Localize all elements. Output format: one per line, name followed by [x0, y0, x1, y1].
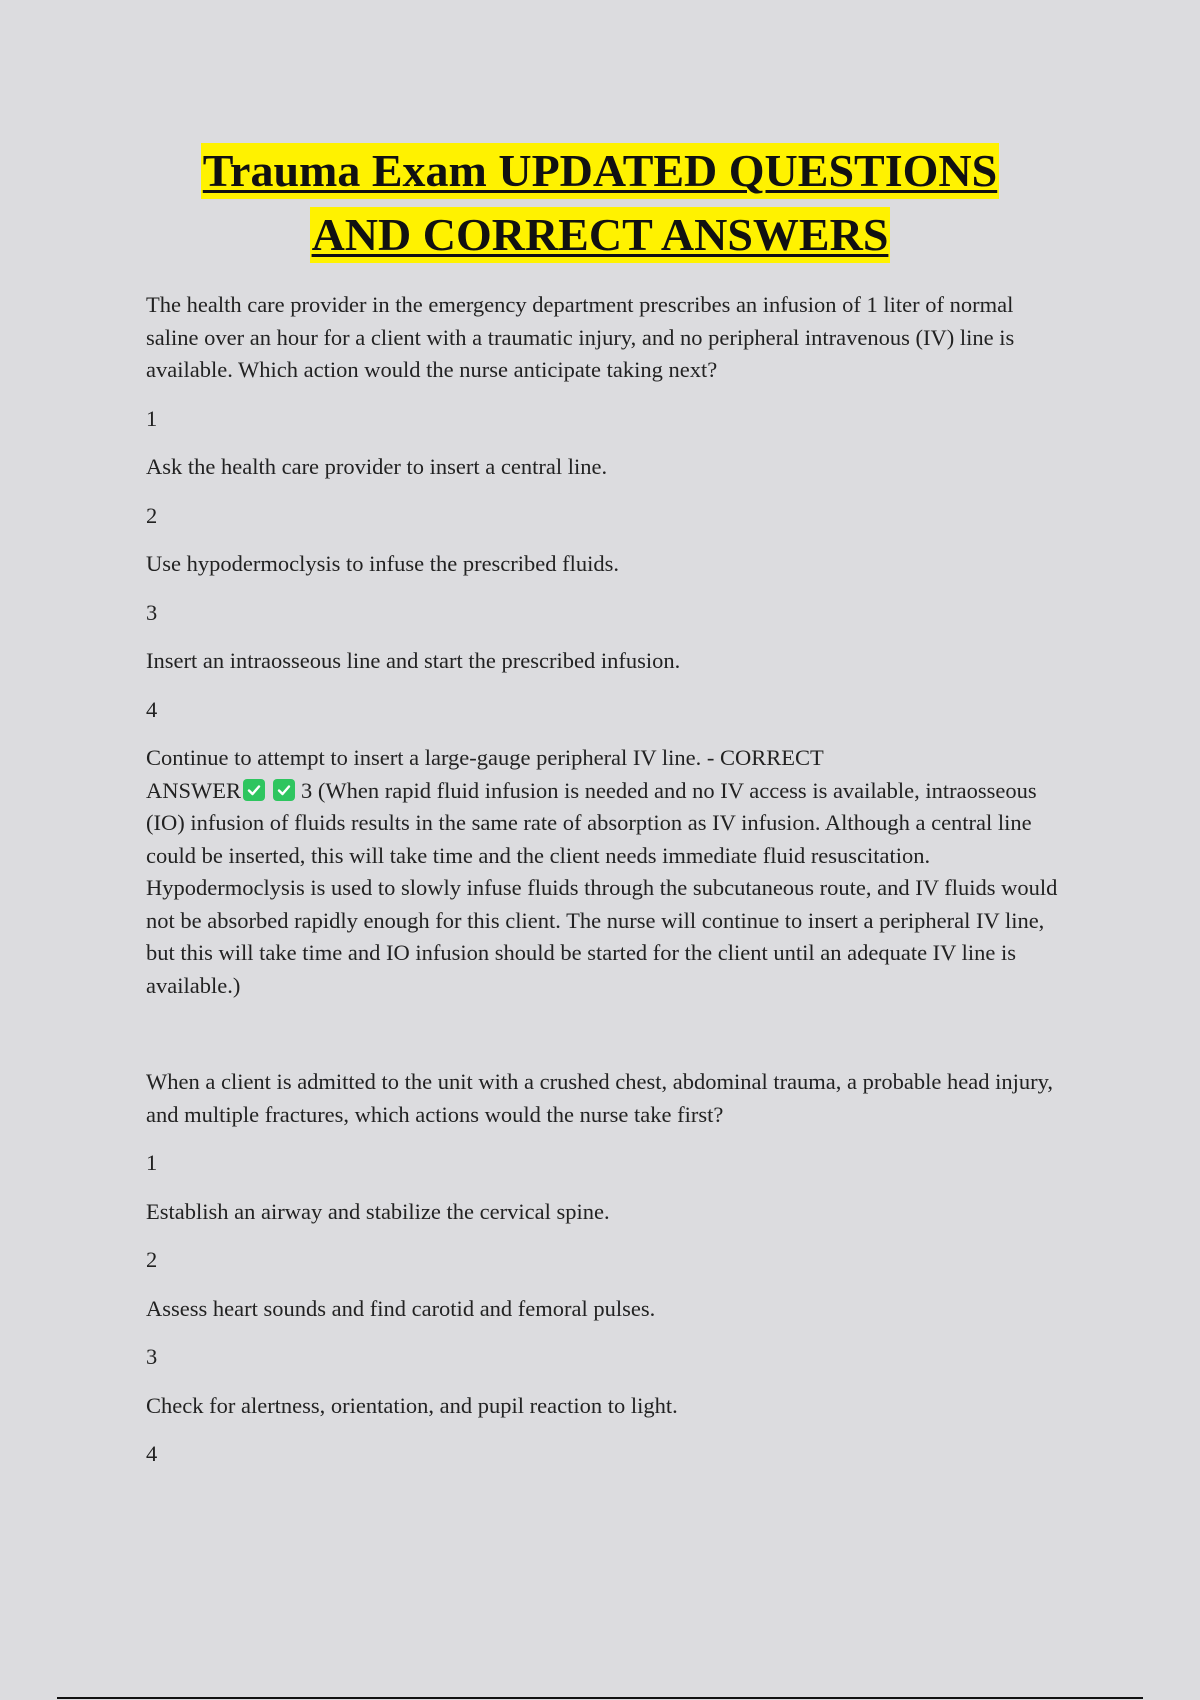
question-1-answer-block [146, 742, 1066, 1002]
question-1-option-text: Insert an intraosseous line and start the prescribed infusion. [146, 648, 681, 673]
question-2-option-number: 1 [146, 1150, 158, 1175]
question-2-option-number: 4 [146, 1441, 158, 1466]
question-1-option-number: 3 [146, 599, 158, 625]
check-mark-icon [243, 779, 265, 801]
question-2-option-number: 3 [146, 1344, 158, 1369]
title-line-1: Trauma Exam UPDATED QUESTIONS [201, 143, 999, 199]
question-2-option-text: Establish an airway and stabilize the cervical spine. [146, 1198, 610, 1224]
page-bottom-rule [57, 1697, 1143, 1699]
document-title [0, 143, 1200, 271]
question-2-option-text: Check for alertness, orientation, and pupil reaction to light. [146, 1392, 678, 1418]
section-gap [146, 1018, 1066, 1066]
question-1-option-number: 4 [146, 696, 158, 722]
title-line-2: AND CORRECT ANSWERS [310, 207, 891, 263]
question-2-stem: When a client is admitted to the unit with a crushed chest, abdominal trauma, a probable head injury, and multiple fractures, which actions would the nurse take first? [146, 1069, 1054, 1127]
question-1-option-text: Use hypodermoclysis to infuse the prescribed fluids. [146, 551, 620, 576]
question-2-option-text: Assess heart sounds and find carotid and femoral pulses. [146, 1295, 656, 1321]
question-1-option-4-text: Continue to attempt to insert a large-gauge peripheral IV line. - CORRECT [146, 745, 824, 770]
answer-rationale: 3 (When rapid fluid infusion is needed and no IV access is available, intraosseous (IO) infusion of fluids results in the same rate of absorption as IV infusion. Although a central line could be inserted, this will take time and the client needs immediate fluid resuscitation. Hypodermoclysis is used to slowly infuse fluids through the subcutaneous route, and IV fluids would not be absorbed rapidly enough for this client. The nurse will continue to insert a peripheral IV line, but this will take time and IO infusion should be started for the client until an adequate IV line is available.) [146, 777, 1058, 998]
question-1-option-number: 2 [146, 502, 158, 528]
question-1-option-text: Ask the health care provider to insert a central line. [146, 454, 608, 479]
answer-label: ANSWER [146, 777, 241, 803]
question-1-stem: The health care provider in the emergency department prescribes an infusion of 1 liter of normal saline over an hour for a client with a traumatic injury, and no peripheral intravenous (IV) line is available. Which action would the nurse anticipate taking next? [146, 292, 1015, 382]
check-mark-icon [273, 779, 295, 801]
document-body [146, 289, 1066, 1487]
question-2-option-number: 2 [146, 1247, 158, 1272]
question-1-option-number: 1 [146, 405, 158, 431]
